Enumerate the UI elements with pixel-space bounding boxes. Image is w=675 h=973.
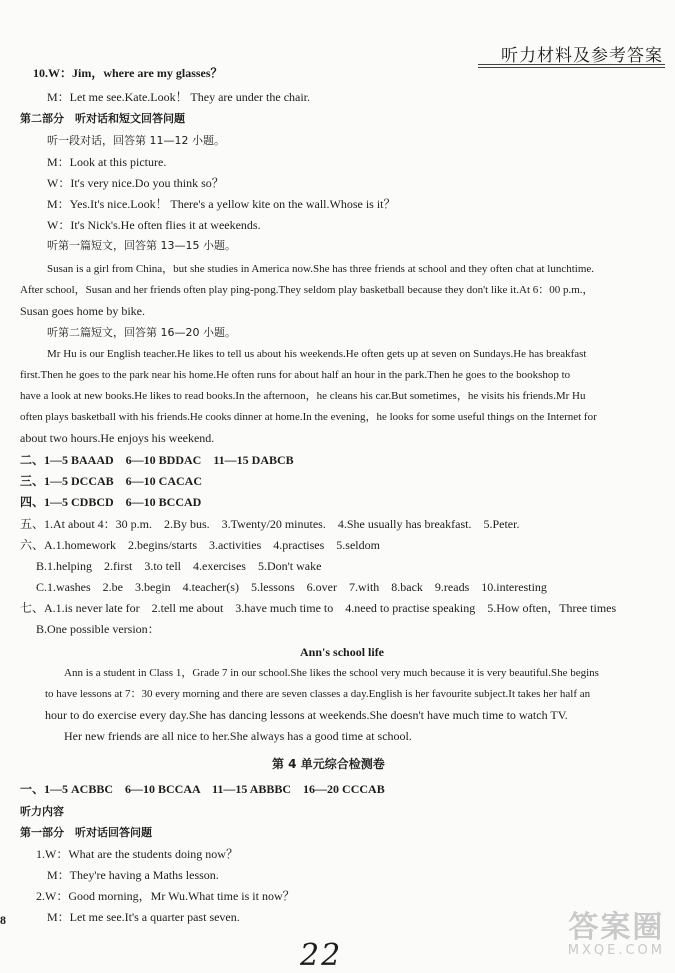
dialog-line: W：It's Nick's.He often flies it at weekends. <box>47 218 261 232</box>
watermark-logo <box>568 912 665 958</box>
passage-line: first.Then he goes to the park near his home.He often runs for about half an hour in the park.Then he goes to the bookshop to <box>20 369 571 381</box>
passage-line: Mr Hu is our English teacher.He likes to tell us about his weekends.He often gets up at seven on Sundays.He has breakfast <box>47 348 587 360</box>
dialog-line: 1.W：What are the students doing now？ <box>36 847 238 861</box>
essay-line: to have lessons at 7：30 every morning and there are seven classes a day.English is her favourite subject.It takes her half an <box>45 688 591 700</box>
passage-line: about two hours.He enjoys his weekend. <box>20 431 215 445</box>
essay-line: Ann is a student in Class 1，Grade 7 in our school.She likes the school very much because it is very beautiful.She begins <box>64 667 599 679</box>
dialog-line: M：Let me see.Kate.Look！ They are under the chair. <box>47 90 311 104</box>
passage-line: Susan is a girl from China，but she studies in America now.She has three friends at school and they often chat at lunchtime. <box>47 263 595 275</box>
dialog-line: M：Let me see.It's a quarter past seven. <box>47 910 240 924</box>
handwritten-page-number: 22 <box>300 938 343 973</box>
answer-line: 七、A.1.is never late for 2.tell me about 3.have much time to 4.need to practise speaking 5.How often，Three times <box>20 601 617 615</box>
dialog-line: M：They're having a Maths lesson. <box>47 868 219 882</box>
section-heading: 听力内容 <box>20 805 64 818</box>
answer-line: C.1.washes 2.be 3.begin 4.teacher(s) 5.lessons 6.over 7.with 8.back 9.reads 10.interesting <box>36 580 547 594</box>
dialog-line: M：Yes.It's nice.Look！ There's a yellow kite on the wall.Whose is it？ <box>47 197 396 211</box>
answer-line: 六、A.1.homework 2.begins/starts 3.activities 4.practises 5.seldom <box>20 538 380 552</box>
passage-line: often plays basketball with his friends.He cooks dinner at home.In the evening，he looks for some useful things on the Internet for <box>20 411 597 423</box>
passage-line: Susan goes home by bike. <box>20 304 145 318</box>
instruction-line: 听一段对话，回答第 11—12 小题。 <box>47 134 225 147</box>
header-title: 听力材料及参考答案 <box>501 46 663 66</box>
header-rule-2 <box>478 67 665 68</box>
answer-line: 四、1—5 CDBCD 6—10 BCCAD <box>20 495 202 509</box>
essay-title: Ann's school life <box>300 645 385 659</box>
answer-line: 三、1—5 DCCAB 6—10 CACAC <box>20 474 202 488</box>
watermark-text: 答案圈 <box>568 910 665 945</box>
essay-line: Her new friends are all nice to her.She always has a good time at school. <box>64 729 412 743</box>
header-rule <box>478 64 665 65</box>
dialog-line: W：It's very nice.Do you think so？ <box>47 176 224 190</box>
section-heading: 第二部分 听对话和短文回答问题 <box>20 112 185 125</box>
watermark-url: MXQE.COM <box>567 943 665 958</box>
answer-line: 五、1.At about 4：30 p.m. 2.By bus. 3.Twenty/20 minutes. 4.She usually has breakfast. 5.Peter. <box>20 517 520 531</box>
answer-line: 一、1—5 ACBBC 6—10 BCCAA 11—15 ABBBC 16—20 CCCAB <box>20 782 385 796</box>
dialog-line: 2.W：Good morning，Mr Wu.What time is it now？ <box>36 889 295 903</box>
dialog-line: M：Look at this picture. <box>47 155 167 169</box>
page-corner-mark: 8 <box>0 913 6 927</box>
answer-line: B.1.helping 2.first 3.to tell 4.exercises 5.Don't wake <box>36 559 322 573</box>
instruction-line: 听第一篇短文，回答第 13—15 小题。 <box>47 239 236 252</box>
answer-line: B.One possible version： <box>36 622 160 636</box>
instruction-line: 听第二篇短文，回答第 16—20 小题。 <box>47 326 236 339</box>
answer-line: 二、1—5 BAAAD 6—10 BDDAC 11—15 DABCB <box>20 453 294 467</box>
section-heading: 第一部分 听对话回答问题 <box>20 826 152 839</box>
essay-line: hour to do exercise every day.She has dancing lessons at weekends.She doesn't have much time to watch TV. <box>45 708 568 722</box>
passage-line: After school，Susan and her friends often play ping-pong.They seldom play basketball because they don't like it.At 6：00 p.m.， <box>20 284 594 296</box>
unit-title: 第 4 单元综合检测卷 <box>272 757 385 771</box>
dialog-line: 10.W：Jim，where are my glasses？ <box>33 66 223 80</box>
passage-line: have a look at new books.He likes to read books.In the afternoon，he cleans his car.But sometimes，he visits his friends.Mr Hu <box>20 390 586 402</box>
